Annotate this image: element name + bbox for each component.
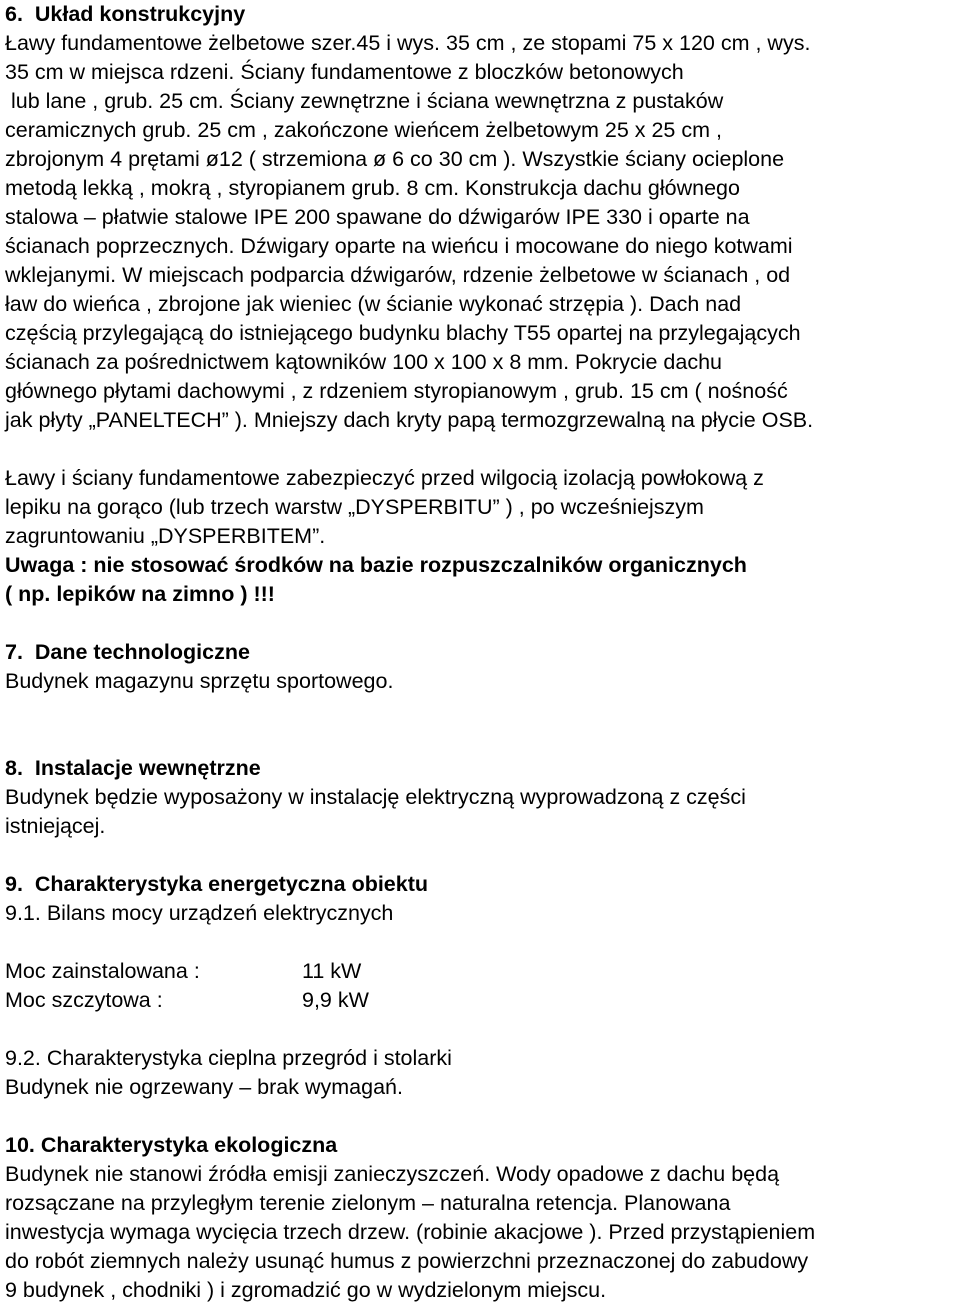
text-line: ceramicznych grub. 25 cm , zakończone wieńcem żelbetowym 25 x 25 cm ,: [5, 118, 722, 142]
text-line: ław do wieńca , zbrojone jak wieniec (w ścianie wykonać strzępia ). Dach nad: [5, 292, 742, 316]
section-6-paragraph-1: [5, 29, 960, 435]
warning-note: [5, 551, 960, 609]
text-line: Ławy fundamentowe żelbetowe szer.45 i wys. 35 cm , ze stopami 75 x 120 cm , wys.: [5, 31, 811, 55]
text-line: Budynek będzie wyposażony w instalację elektryczną wyprowadzoną z części: [5, 785, 746, 809]
text-line: wklejanymi. W miejscach podparcia dźwigarów, rdzenie żelbetowe w ścianach , od: [5, 263, 791, 287]
text-line: 9 budynek , chodniki ) i zgromadzić go w wydzielonym miejscu.: [5, 1278, 607, 1302]
document-page: [5, 0, 960, 1305]
section-10-heading: 10. Charakterystyka ekologiczna: [5, 1133, 338, 1157]
section-6-paragraph-2: [5, 464, 960, 551]
text-line: Budynek nie stanowi źródła emisji zanieczyszczeń. Wody opadowe z dachu będą: [5, 1162, 780, 1186]
text-line: ścianach poprzecznych. Dźwigary oparte na wieńcu i mocowane do niego kotwami: [5, 234, 793, 258]
text-line: inwestycja wymaga wycięcia trzech drzew. (robinie akacjowe ). Przed przystąpieniem: [5, 1220, 816, 1244]
text-line: ścianach za pośrednictwem kątowników 100 x 100 x 8 mm. Pokrycie dachu: [5, 350, 723, 374]
text-line: 35 cm w miejsca rdzeni. Ściany fundamentowe z bloczków betonowych: [5, 60, 684, 84]
text-line: lub lane , grub. 25 cm. Ściany zewnętrzne i ściana wewnętrzna z pustaków: [5, 89, 724, 113]
text-line: Ławy i ściany fundamentowe zabezpieczyć przed wilgocią izolacją powłokową z: [5, 466, 764, 490]
text-line: zbrojonym 4 prętami ø12 ( strzemiona ø 6 co 30 cm ). Wszystkie ściany ocieplone: [5, 147, 785, 171]
power-row-installed: [5, 957, 960, 986]
text-line: zagruntowaniu „DYSPERBITEM”.: [5, 524, 326, 548]
text-line: lepiku na gorąco (lub trzech warstw „DYSPERBITU” ) , po wcześniejszym: [5, 495, 704, 519]
text-line: do robót ziemnych należy usunąć humus z powierzchni przeznaczonej do zabudowy: [5, 1249, 809, 1273]
section-8-heading: 8. Instalacje wewnętrzne: [5, 756, 261, 780]
section-9-heading: 9. Charakterystyka energetyczna obiektu: [5, 872, 429, 896]
section-7-text: Budynek magazynu sprzętu sportowego.: [5, 669, 394, 693]
warning-line: ( np. lepików na zimno ) !!!: [5, 582, 275, 606]
subsection-9-2-heading: 9.2. Charakterystyka cieplna przegród i stolarki: [5, 1046, 452, 1070]
warning-line: Uwaga : nie stosować środków na bazie rozpuszczalników organicznych: [5, 553, 747, 577]
text-line: jak płyty „PANELTECH” ). Mniejszy dach kryty papą termozgrzewalną na płycie OSB.: [5, 408, 814, 432]
text-line: istniejącej.: [5, 814, 106, 838]
subsection-9-1-heading: 9.1. Bilans mocy urządzeń elektrycznych: [5, 901, 394, 925]
power-label: Moc szczytowa :: [5, 988, 163, 1012]
power-row-peak: [5, 986, 960, 1015]
text-line: głównego płytami dachowymi , z rdzeniem styropianowym , grub. 15 cm ( nośność: [5, 379, 788, 403]
text-line: metodą lekką , mokrą , styropianem grub. 8 cm. Konstrukcja dachu głównego: [5, 176, 740, 200]
power-value: 9,9 kW: [302, 988, 369, 1012]
text-line: stalowa – płatwie stalowe IPE 200 spawane do dźwigarów IPE 330 i oparte na: [5, 205, 750, 229]
text-line: rozsączane na przyległym terenie zielonym – naturalna retencja. Planowana: [5, 1191, 731, 1215]
text-line: częścią przylegającą do istniejącego budynku blachy T55 opartej na przylegających: [5, 321, 801, 345]
subsection-9-2-text: Budynek nie ogrzewany – brak wymagań.: [5, 1075, 403, 1099]
section-6-heading: 6. Układ konstrukcyjny: [5, 2, 246, 26]
power-label: Moc zainstalowana :: [5, 959, 200, 983]
section-7-heading: 7. Dane technologiczne: [5, 640, 250, 664]
power-value: 11 kW: [302, 959, 362, 983]
